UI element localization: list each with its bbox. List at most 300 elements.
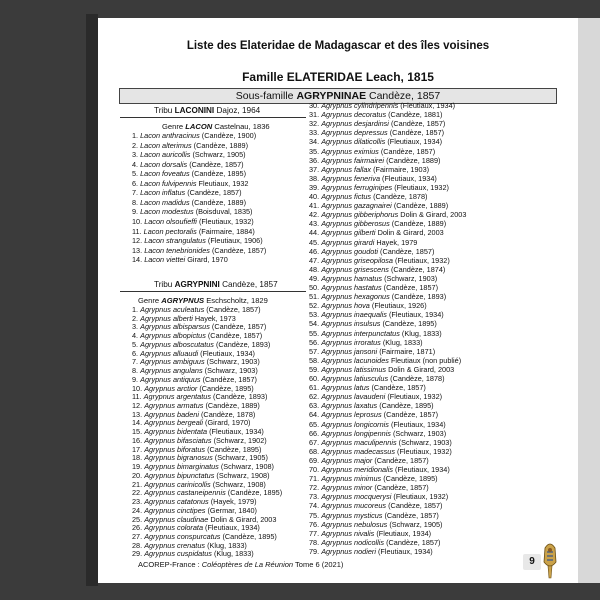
species-author: (Fleutiaux, 1932) — [198, 216, 254, 226]
species-name: Agrypnus gazagnairei — [321, 201, 392, 211]
species-entry — [132, 161, 244, 169]
page-shadow — [86, 14, 98, 586]
species-name: Agrypnus claudinae — [144, 514, 209, 524]
species-entry — [309, 311, 444, 319]
species-name: Agrypnus irroratus — [321, 337, 381, 347]
species-name: Agrypnus mocquerysi — [321, 492, 392, 502]
species-author: (Fairmaire, 1871) — [379, 346, 436, 356]
species-entry — [309, 220, 446, 228]
species-entry — [132, 237, 263, 245]
species-author: (Candèze, 1857) — [383, 410, 439, 420]
species-entry — [309, 257, 450, 265]
species-entry — [132, 218, 254, 226]
entry-number: 47. — [309, 255, 320, 265]
species-author: (Fleutiaux, 1934) — [376, 528, 432, 538]
species-entry — [132, 170, 246, 178]
species-author: (Klug, 1833) — [382, 337, 423, 347]
species-author: (Candèze, 1857) — [207, 331, 263, 341]
species-name: Agrypnus eximius — [321, 146, 379, 156]
family-title: Famille ELATERIDAE Leach, 1815 — [242, 70, 434, 84]
species-entry — [309, 202, 448, 210]
species-name: Agrypnus griseopilosa — [321, 255, 393, 265]
species-name: Agrypnus inaequalis — [321, 310, 387, 320]
entry-number: 1. — [132, 131, 139, 140]
species-author: (Candèze, 1857) — [187, 188, 242, 198]
species-author: (Candèze, 1895) — [222, 531, 277, 541]
species-author: (Girard, 1970) — [205, 418, 251, 428]
species-entry — [309, 157, 440, 165]
entry-number: 73. — [309, 492, 320, 502]
species-author: (Candèze, 1893) — [213, 392, 268, 402]
species-name: Agrypnus albisparsus — [140, 322, 210, 332]
species-name: Agrypnus bifasciatus — [144, 435, 212, 445]
entry-number: 26. — [132, 523, 143, 533]
species-name: Agrypnus gibberosus — [321, 219, 390, 229]
species-entry — [132, 550, 254, 558]
species-name: Lacon strangulatus — [144, 236, 206, 246]
species-author: (Candèze, 1889) — [205, 401, 260, 411]
entry-number: 2. — [132, 140, 139, 150]
entry-number: 62. — [309, 392, 320, 402]
species-name: Agrypnus conspurcatus — [144, 531, 221, 541]
species-author: (Klug, 1833) — [401, 328, 442, 338]
species-author: (Schwarz, 1903) — [204, 366, 258, 376]
genus-name: LACON — [185, 122, 213, 131]
species-author: Hayek, 1973 — [194, 313, 236, 323]
species-entry — [132, 151, 246, 159]
species-author: (Schwarz, 1908) — [220, 462, 274, 472]
pharaoh-emblem-icon — [542, 540, 558, 580]
species-name: Agrypnus lacunoides — [321, 355, 389, 365]
species-name: Agrypnus badeni — [144, 409, 199, 419]
species-author: (Candèze, 1857) — [380, 246, 435, 256]
species-author: (Candèze, 1857) — [390, 119, 446, 129]
page-edge — [578, 18, 600, 583]
species-entry — [309, 229, 444, 237]
entry-number: 54. — [309, 319, 320, 329]
species-author: (Schwarz, 1908) — [216, 470, 270, 480]
entry-number: 9. — [132, 207, 139, 217]
species-name: Lacon auricollis — [140, 150, 191, 160]
species-author: (Candèze, 1857) — [389, 128, 445, 138]
species-author: Girard, 1970 — [187, 255, 228, 265]
entry-number: 3. — [132, 150, 139, 160]
species-name: Agrypnus fallax — [321, 164, 372, 174]
species-entry — [309, 466, 450, 474]
species-name: Agrypnus nebulosus — [321, 519, 388, 529]
entry-number: 72. — [309, 483, 320, 493]
species-name: Agrypnus laxatus — [321, 401, 378, 411]
species-entry — [309, 330, 442, 338]
species-name: Lacon viettei — [144, 255, 186, 265]
entry-number: 59. — [309, 364, 320, 374]
species-author: (Candèze, 1857) — [383, 283, 439, 292]
species-entry — [309, 430, 446, 438]
species-name: Agrypnus hamatus — [321, 273, 383, 283]
entry-number: 53. — [309, 310, 320, 320]
tribe-prefix: Tribu — [154, 280, 175, 289]
species-author: Dolin & Girard, 2003 — [400, 210, 467, 220]
species-entry — [309, 138, 442, 146]
species-entry — [309, 302, 427, 310]
species-author: (Fleutiaux, 1932) — [394, 182, 449, 192]
species-author: (Candèze, 1878) — [373, 192, 428, 201]
species-entry — [132, 228, 255, 236]
genus-author: Eschscholtz, 1829 — [204, 296, 268, 305]
page-number: 9 — [523, 554, 541, 570]
species-author: (Candèze, 1857) — [211, 322, 267, 332]
species-author: (Candèze, 1889) — [393, 201, 449, 211]
species-author: Fleutiaux, 1932 — [198, 178, 249, 188]
species-name: Agrypnus lavaudeni — [321, 392, 386, 402]
entry-number: 37. — [309, 164, 320, 174]
species-author: (Candèze, 1857) — [202, 374, 257, 384]
species-author: (Schwarz, 1905) — [214, 453, 268, 463]
tribe-author: Candèze, 1857 — [219, 280, 278, 289]
species-entry — [309, 402, 434, 410]
species-name: Agrypnus feneriva — [321, 173, 381, 183]
entry-number: 23. — [132, 497, 143, 507]
subfamily-name: AGRYPNINAE — [296, 90, 367, 102]
species-author: (Candèze, 1889) — [193, 140, 249, 150]
entry-number: 19. — [132, 462, 143, 472]
species-entry — [132, 132, 256, 140]
species-author: (Candèze, 1889) — [386, 155, 441, 165]
species-name: Lacon fulvipennis — [140, 178, 197, 188]
entry-number: 41. — [309, 201, 320, 211]
genus-author: Castelnau, 1836 — [212, 122, 270, 131]
species-entry — [309, 393, 442, 401]
species-entry — [309, 539, 440, 547]
entry-number: 1. — [132, 305, 139, 314]
species-author: (Candèze, 1857) — [374, 483, 429, 493]
entry-number: 6. — [132, 178, 139, 188]
footer-series-title: Coléoptères de La Réunion — [201, 560, 294, 569]
entry-number: 16. — [132, 435, 143, 445]
entry-number: 48. — [309, 264, 320, 274]
entry-number: 29. — [132, 549, 143, 559]
species-name: Agrypnus armatus — [144, 401, 204, 411]
entry-number: 11. — [132, 392, 142, 402]
species-entry — [309, 175, 437, 183]
species-author: Fleutiaux (non publié) — [390, 355, 462, 365]
species-author: (Boisduval, 1835) — [195, 207, 253, 217]
species-name: Agrypnus bipunctatus — [144, 470, 215, 480]
species-author: (Fairmaire, 1884) — [198, 226, 255, 236]
species-author: (Candèze, 1878) — [390, 374, 445, 383]
species-author: Hayek, 1979 — [376, 237, 418, 247]
species-entry — [309, 239, 417, 247]
entry-number: 40. — [309, 192, 320, 201]
entry-number: 14. — [132, 255, 143, 265]
entry-number: 18. — [132, 453, 143, 463]
species-name: Agrypnus major — [321, 455, 373, 465]
entry-number: 35. — [309, 146, 320, 156]
genus-name: AGRYPNUS — [161, 296, 205, 305]
species-author: (Candèze, 1857) — [371, 383, 426, 393]
species-entry — [309, 348, 435, 356]
species-name: Agrypnus crenatus — [144, 540, 206, 550]
species-author: (Candèze, 1889) — [391, 219, 447, 229]
species-name: Agrypnus desjardinsi — [321, 119, 389, 129]
entry-number: 79. — [309, 546, 320, 556]
entry-number: 65. — [309, 419, 320, 429]
species-author: (Fleutiaux, 1934) — [390, 419, 446, 429]
species-author: (Schwarz, 1905) — [192, 150, 246, 160]
entry-number: 4. — [132, 331, 139, 341]
entry-number: 51. — [309, 292, 320, 302]
entry-number: 9. — [132, 374, 139, 384]
species-name: Agrypnus bigranosus — [144, 453, 213, 463]
species-name: Agrypnus interpunctatus — [321, 328, 400, 338]
species-name: Agrypnus colorata — [144, 523, 204, 533]
species-name: Agrypnus jansoni — [321, 346, 378, 356]
entry-number: 76. — [309, 519, 320, 529]
species-author: (Candèze, 1893) — [391, 292, 447, 302]
document-page — [98, 18, 578, 583]
entry-number: 50. — [309, 283, 320, 292]
species-entry — [309, 193, 427, 201]
entry-number: 39. — [309, 182, 320, 192]
species-entry — [309, 266, 445, 274]
species-author: (Schwarz, 1903) — [206, 357, 260, 367]
species-entry — [309, 275, 437, 283]
page-footer — [138, 560, 343, 569]
tribe-laconini-heading — [154, 106, 260, 115]
species-author: (Candèze, 1895) — [379, 401, 434, 411]
species-name: Agrypnus nodicollis — [321, 537, 385, 547]
species-entry — [309, 284, 438, 292]
species-name: Agrypnus gilberti — [321, 228, 376, 238]
species-author: (Candèze, 1874) — [390, 264, 446, 274]
species-name: Agrypnus minimus — [321, 474, 382, 484]
species-entry — [309, 148, 435, 156]
species-author: (Candèze, 1895) — [227, 488, 283, 498]
species-entry — [309, 102, 455, 110]
species-author: (Fairmaire, 1903) — [373, 164, 430, 174]
species-entry — [309, 129, 444, 137]
species-name: Agrypnus castaneipennis — [144, 488, 226, 498]
species-name: Agrypnus catatonus — [144, 497, 209, 507]
entry-number: 42. — [309, 210, 320, 220]
species-name: Lacon anthracinus — [140, 131, 200, 140]
species-author: (Fleutiaux, 1932) — [395, 255, 450, 265]
species-author: (Fleutiaux, 1934) — [395, 465, 450, 474]
entry-number: 71. — [309, 474, 320, 484]
entry-number: 34. — [309, 137, 320, 147]
species-entry — [309, 248, 434, 256]
entry-number: 7. — [132, 357, 139, 367]
species-entry — [309, 357, 461, 365]
species-name: Agrypnus leprosus — [321, 410, 382, 420]
entry-number: 21. — [132, 479, 143, 489]
entry-number: 25. — [132, 514, 143, 524]
species-name: Agrypnus dilaticollis — [321, 137, 386, 147]
species-name: Agrypnus alluaudi — [140, 348, 199, 358]
species-name: Agrypnus maculipennis — [321, 437, 397, 447]
species-author: (Fleutiaux, 1934) — [400, 101, 456, 110]
species-author: (Fleutiaux, 1926) — [371, 301, 427, 311]
tribe-agrypnini-heading — [154, 280, 278, 289]
species-name: Agrypnus ambiguus — [140, 357, 205, 367]
species-name: Agrypnus longicornis — [321, 419, 389, 429]
tribe-rule — [120, 291, 306, 292]
species-name: Agrypnus goudoti — [321, 246, 378, 256]
page-title: Liste des Elateridae de Madagascar et des îles voisines — [186, 40, 490, 52]
entry-number: 52. — [309, 301, 320, 311]
species-entry — [132, 189, 242, 197]
species-name: Agrypnus latissimus — [321, 364, 387, 374]
species-name: Lacon olsoufieffi — [144, 216, 197, 226]
entry-number: 67. — [309, 437, 320, 447]
species-author: Dolin & Girard, 2003 — [210, 514, 277, 524]
species-author: (Fleutiaux, 1934) — [388, 310, 444, 320]
species-name: Agrypnus angulans — [140, 366, 203, 376]
species-name: Agrypnus nivalis — [321, 528, 375, 538]
species-entry — [309, 111, 442, 119]
entry-number: 5. — [132, 339, 139, 349]
species-author: (Candèze, 1881) — [388, 110, 443, 120]
species-entry — [132, 256, 228, 264]
species-author: (Schwarz, 1905) — [389, 519, 443, 529]
entry-number: 4. — [132, 159, 139, 169]
entry-number: 56. — [309, 337, 320, 347]
species-author: (Candèze, 1857) — [384, 510, 439, 520]
species-author: (Fleutiaux, 1934) — [387, 137, 443, 147]
species-name: Agrypnus hastatus — [321, 283, 382, 292]
entry-number: 10. — [132, 216, 143, 226]
species-entry — [309, 366, 454, 374]
species-author: (Fleutiaux, 1934) — [377, 546, 433, 556]
species-author: (Fleutiaux, 1934) — [382, 173, 437, 183]
species-author: (Klug, 1833) — [213, 549, 254, 559]
entry-number: 7. — [132, 188, 139, 198]
species-name: Agrypnus longipennis — [321, 428, 391, 438]
species-name: Agrypnus fairmairei — [321, 155, 385, 165]
species-author: (Candèze, 1857) — [386, 537, 441, 547]
species-author: (Fleutiaux, 1934) — [200, 348, 255, 358]
species-name: Agrypnus depressus — [321, 128, 388, 138]
species-name: Agrypnus cinctipes — [144, 505, 206, 515]
species-name: Agrypnus alboscutatus — [140, 339, 214, 349]
species-entry — [309, 293, 446, 301]
species-author: Dolin & Girard, 2003 — [388, 364, 455, 374]
entry-number: 10. — [132, 383, 143, 393]
entry-number: 6. — [132, 348, 139, 358]
entry-number: 3. — [132, 322, 139, 332]
species-entry — [309, 457, 429, 465]
species-author: (Candèze, 1895) — [207, 444, 262, 454]
entry-number: 38. — [309, 173, 320, 183]
species-author: (Candèze, 1895) — [199, 383, 254, 393]
entry-number: 20. — [132, 470, 143, 480]
species-name: Agrypnus fictus — [321, 192, 372, 201]
species-entry — [132, 199, 246, 207]
species-author: (Candèze, 1893) — [215, 339, 271, 349]
tribe-author: Dajoz, 1964 — [214, 106, 261, 115]
species-entry — [132, 180, 248, 188]
entry-number: 11. — [132, 226, 142, 236]
entry-number: 66. — [309, 428, 320, 438]
entry-number: 58. — [309, 355, 320, 365]
tribe-prefix: Tribu — [154, 106, 175, 115]
entry-number: 22. — [132, 488, 143, 498]
species-entry — [309, 384, 426, 392]
species-name: Agrypnus bergeali — [144, 418, 204, 428]
entry-number: 64. — [309, 410, 320, 420]
entry-number: 12. — [132, 236, 143, 246]
species-name: Agrypnus alberti — [140, 313, 193, 323]
species-name: Agrypnus mysticus — [321, 510, 383, 520]
species-name: Agrypnus insulsus — [321, 319, 381, 329]
entry-number: 15. — [132, 427, 143, 437]
species-author: (Schwarz, 1903) — [393, 428, 447, 438]
species-name: Lacon foveatus — [140, 169, 190, 179]
species-entry — [309, 521, 442, 529]
species-name: Agrypnus bimarginatus — [144, 462, 219, 472]
entry-number: 5. — [132, 169, 139, 179]
genus-lacon-heading — [162, 122, 270, 131]
species-name: Agrypnus girardi — [321, 237, 375, 247]
species-entry — [309, 120, 445, 128]
entry-number: 60. — [309, 374, 320, 383]
entry-number: 45. — [309, 237, 320, 247]
species-name: Agrypnus cuspidatus — [144, 549, 212, 559]
entry-number: 68. — [309, 446, 320, 456]
species-name: Agrypnus madecassus — [321, 446, 396, 456]
species-author: (Fleutiaux, 1934) — [209, 427, 264, 437]
entry-number: 61. — [309, 383, 320, 393]
entry-number: 44. — [309, 228, 320, 238]
species-entry — [309, 184, 449, 192]
species-entry — [309, 375, 445, 383]
entry-number: 69. — [309, 455, 320, 465]
entry-number: 13. — [132, 245, 143, 255]
entry-number: 57. — [309, 346, 320, 356]
species-name: Agrypnus arctior — [144, 383, 198, 393]
species-name: Agrypnus hexagonus — [321, 292, 390, 302]
species-author: (Fleutiaux, 1932) — [397, 446, 452, 456]
species-name: Agrypnus ferruginipes — [321, 182, 393, 192]
entry-number: 49. — [309, 273, 320, 283]
species-entry — [309, 484, 429, 492]
entry-number: 46. — [309, 246, 320, 256]
species-name: Agrypnus hova — [321, 301, 370, 311]
entry-number: 55. — [309, 328, 320, 338]
species-name: Agrypnus grisescens — [321, 264, 389, 274]
species-name: Lacon modestus — [140, 207, 194, 217]
species-author: (Fleutiaux, 1932) — [393, 492, 449, 502]
species-author: (Hayek, 1979) — [210, 497, 257, 507]
species-author: (Candèze, 1895) — [382, 319, 437, 329]
entry-number: 32. — [309, 119, 320, 129]
species-author: (Candèze, 1857) — [211, 245, 267, 255]
species-entry — [309, 421, 446, 429]
genus-prefix: Genre — [138, 296, 162, 305]
species-name: Agrypnus mucoreus — [321, 501, 387, 511]
entry-number: 63. — [309, 401, 320, 411]
tribe-rule — [120, 117, 306, 118]
species-entry — [309, 166, 429, 174]
entry-number: 30. — [309, 101, 320, 110]
species-author: (Candèze, 1900) — [201, 131, 257, 140]
entry-number: 8. — [132, 366, 139, 376]
species-name: Lacon dorsalis — [140, 159, 188, 169]
species-author: (Germar, 1840) — [207, 505, 257, 515]
entry-number: 31. — [309, 110, 320, 120]
species-entry — [309, 548, 433, 556]
species-name: Agrypnus minor — [321, 483, 373, 493]
